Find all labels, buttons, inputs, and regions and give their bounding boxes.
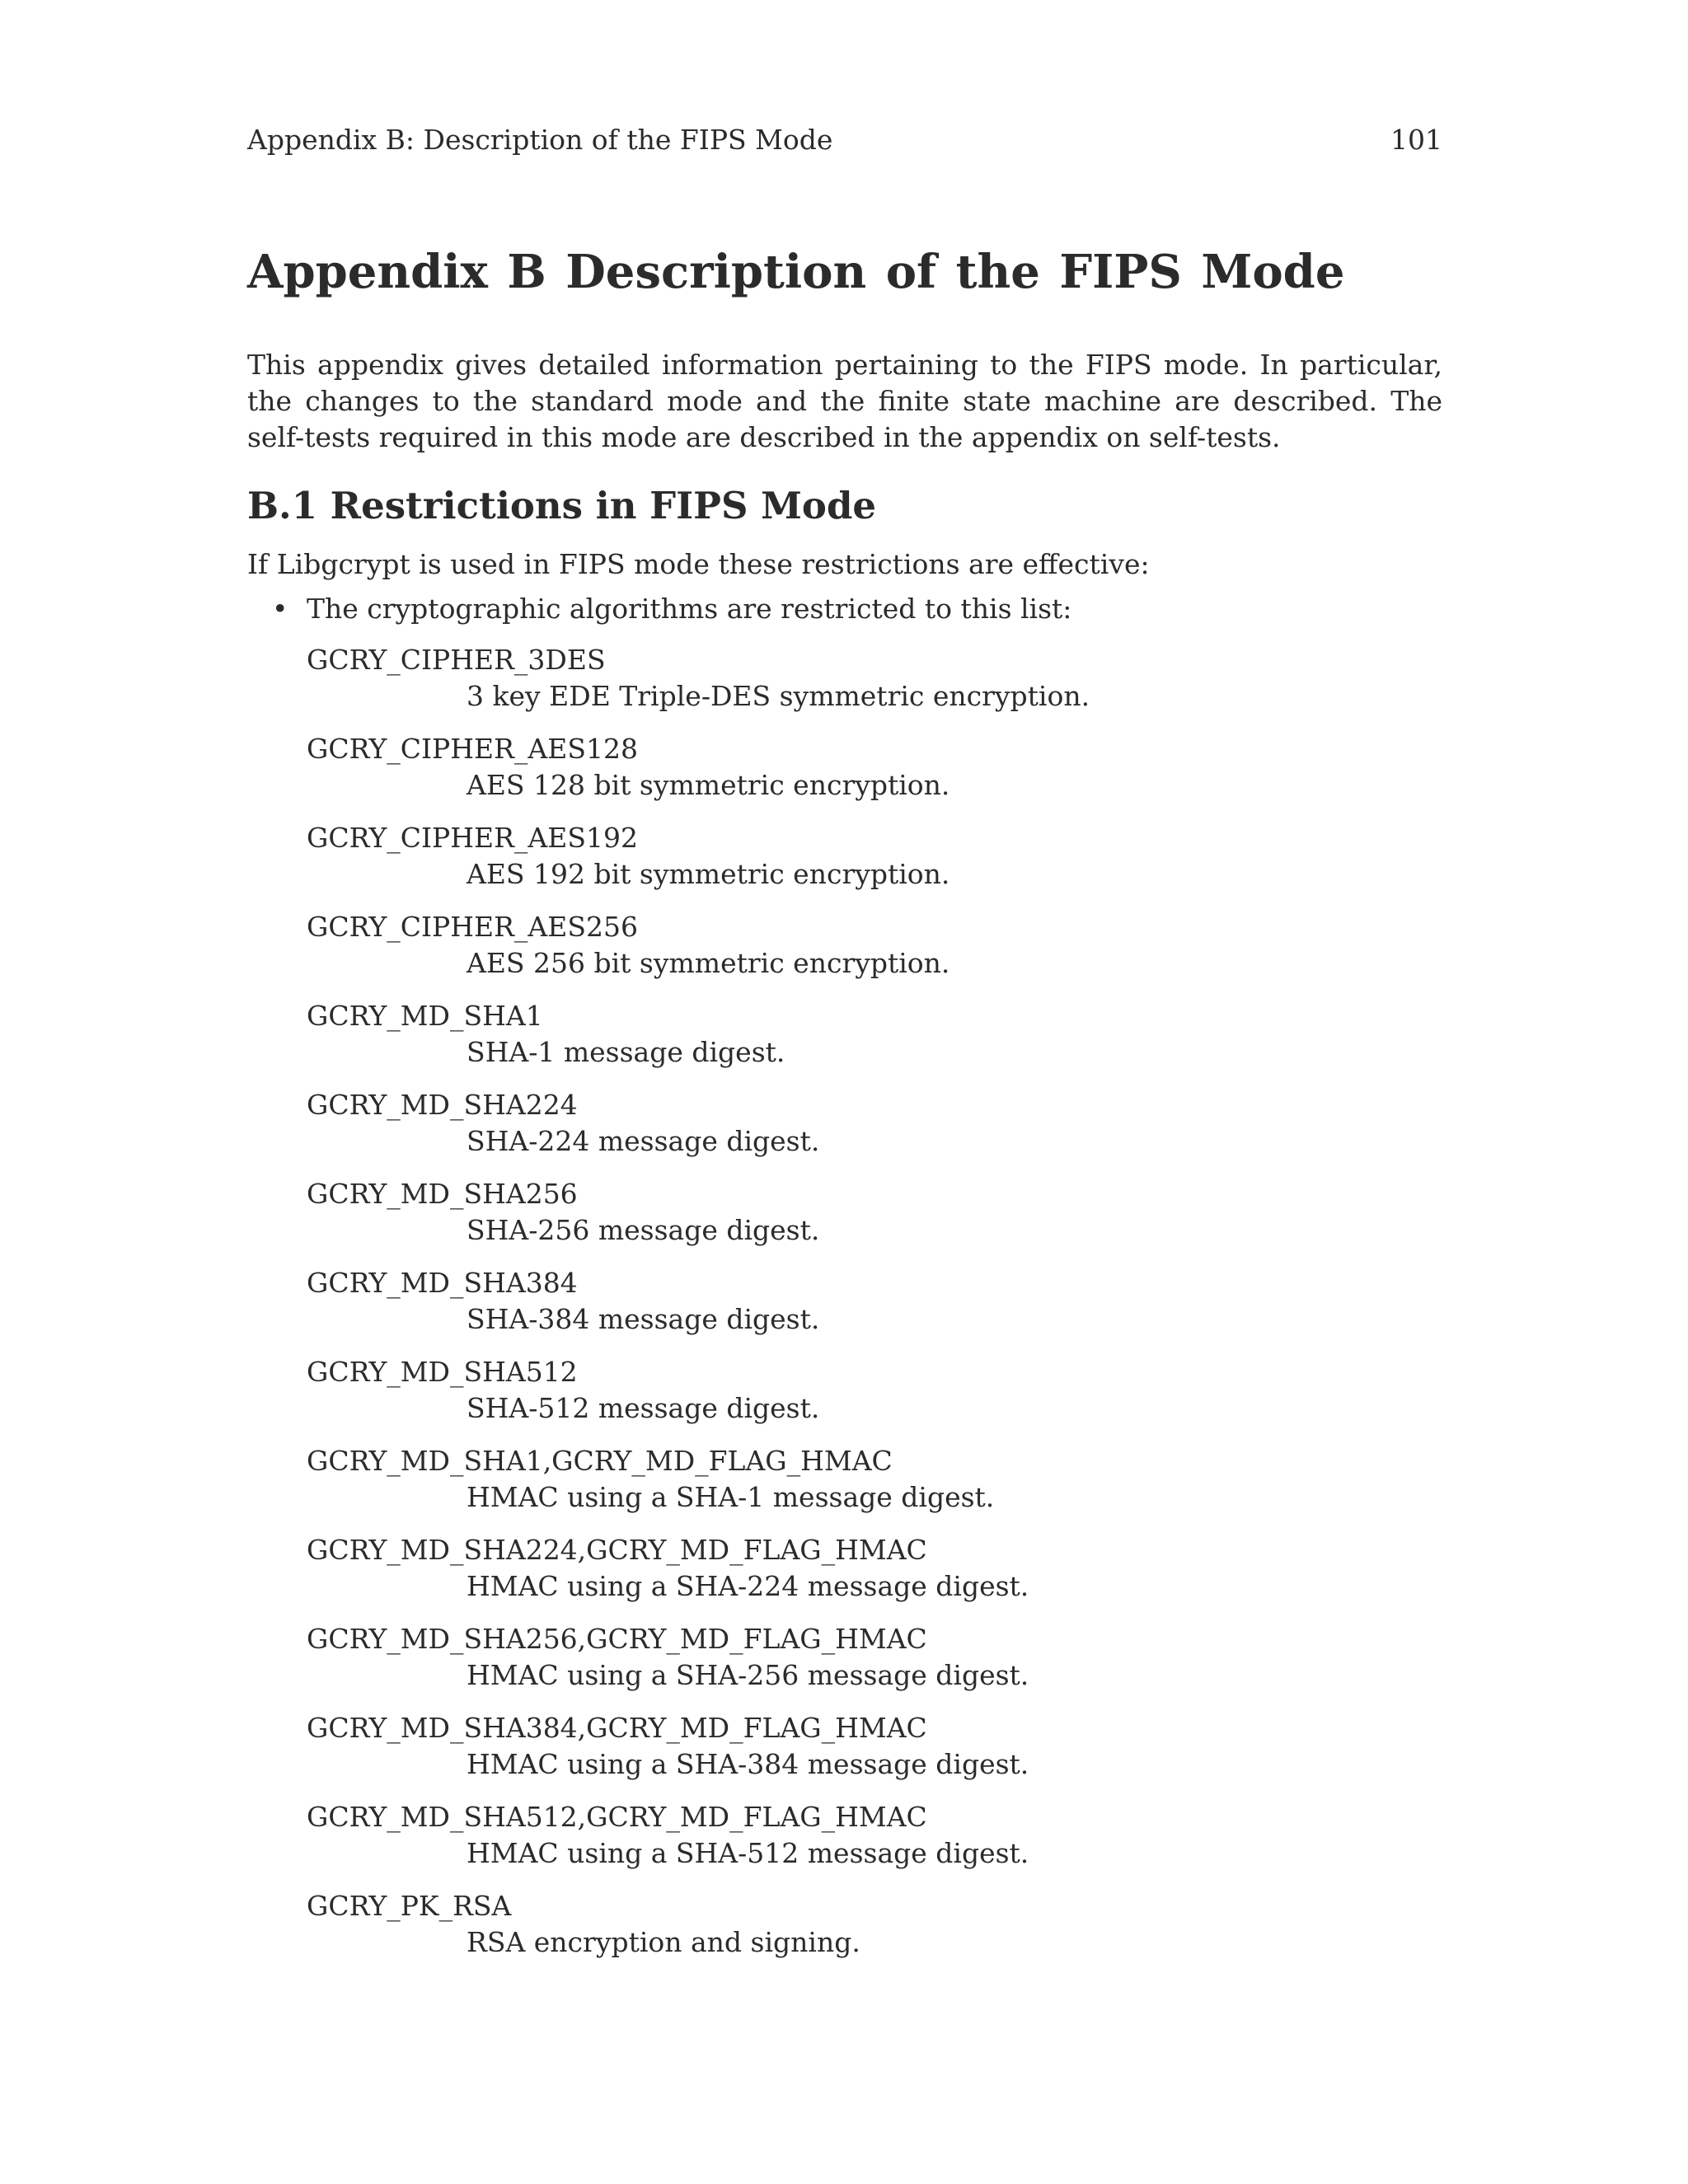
running-header-title: Appendix B: Description of the FIPS Mode [247, 124, 833, 156]
algorithm-name: GCRY_PK_RSA [307, 1889, 512, 1922]
algorithm-entry [307, 820, 1442, 893]
section-intro: If Libgcrypt is used in FIPS mode these restrictions are effective: [247, 547, 1150, 580]
algorithm-entry [307, 1621, 1442, 1694]
algorithm-entry [307, 909, 1442, 982]
algorithm-entry [307, 1443, 1442, 1516]
algorithm-entry [307, 642, 1442, 715]
algorithm-entry [307, 1087, 1442, 1160]
algorithm-description: HMAC using a SHA-224 message digest. [467, 1569, 1029, 1602]
algorithm-entry [307, 731, 1442, 804]
algorithm-description: AES 256 bit symmetric encryption. [467, 946, 950, 979]
algorithm-entry [307, 1354, 1442, 1427]
algorithm-entry [307, 998, 1442, 1071]
bullet-text: The cryptographic algorithms are restricted to this list: [307, 592, 1072, 625]
algorithm-description: HMAC using a SHA-384 message digest. [467, 1747, 1029, 1780]
algorithm-name: GCRY_MD_SHA224 [307, 1088, 578, 1121]
algorithm-entry [307, 1176, 1442, 1249]
document-page [247, 124, 1442, 1977]
algorithm-description: RSA encryption and signing. [467, 1925, 860, 1958]
algorithm-description: SHA-224 message digest. [467, 1124, 820, 1157]
algorithm-description: AES 128 bit symmetric encryption. [467, 768, 950, 801]
algorithm-description: AES 192 bit symmetric encryption. [467, 857, 950, 890]
algorithm-description: SHA-512 message digest. [467, 1391, 820, 1424]
algorithm-name: GCRY_MD_SHA1 [307, 999, 543, 1032]
algorithm-name: GCRY_MD_SHA512,GCRY_MD_FLAG_HMAC [307, 1800, 927, 1833]
algorithm-description: SHA-256 message digest. [467, 1213, 820, 1246]
algorithm-entry [307, 1799, 1442, 1872]
algorithm-name: GCRY_MD_SHA384,GCRY_MD_FLAG_HMAC [307, 1711, 927, 1744]
algorithm-name: GCRY_CIPHER_3DES [307, 643, 606, 676]
algorithm-name: GCRY_MD_SHA384 [307, 1266, 578, 1299]
algorithm-name: GCRY_CIPHER_AES256 [307, 910, 638, 943]
bullet-item [247, 591, 1442, 627]
algorithm-description: HMAC using a SHA-256 message digest. [467, 1658, 1029, 1691]
algorithm-name: GCRY_MD_SHA512 [307, 1355, 578, 1388]
chapter-title: Appendix B Description of the FIPS Mode [247, 244, 1345, 299]
running-header [247, 124, 1442, 157]
algorithm-name: GCRY_CIPHER_AES128 [307, 732, 638, 765]
algorithm-entry [307, 1888, 1442, 1961]
algorithm-description: 3 key EDE Triple-DES symmetric encryption. [467, 679, 1090, 712]
algorithm-name: GCRY_MD_SHA256,GCRY_MD_FLAG_HMAC [307, 1622, 927, 1655]
algorithm-description: HMAC using a SHA-1 message digest. [467, 1480, 995, 1513]
algorithm-name: GCRY_MD_SHA224,GCRY_MD_FLAG_HMAC [307, 1533, 927, 1566]
algorithm-name: GCRY_CIPHER_AES192 [307, 821, 638, 854]
algorithm-list [247, 642, 1442, 1961]
intro-paragraph: This appendix gives detailed information pertaining to the FIPS mode. In particular, the changes to the standard mode and the finite state machine are described. The self-tests required in this mode are described in the appendix on self-tests. [247, 349, 1442, 454]
algorithm-description: SHA-384 message digest. [467, 1302, 820, 1335]
algorithm-description: SHA-1 message digest. [467, 1035, 785, 1068]
section-title: B.1 Restrictions in FIPS Mode [247, 484, 877, 528]
algorithm-entry [307, 1710, 1442, 1783]
algorithm-entry [307, 1265, 1442, 1338]
page-number: 101 [1390, 124, 1442, 156]
algorithm-entry [307, 1532, 1442, 1605]
algorithm-name: GCRY_MD_SHA256 [307, 1177, 578, 1210]
bullet-marker: • [272, 592, 288, 625]
algorithm-description: HMAC using a SHA-512 message digest. [467, 1836, 1029, 1869]
algorithm-name: GCRY_MD_SHA1,GCRY_MD_FLAG_HMAC [307, 1444, 893, 1477]
